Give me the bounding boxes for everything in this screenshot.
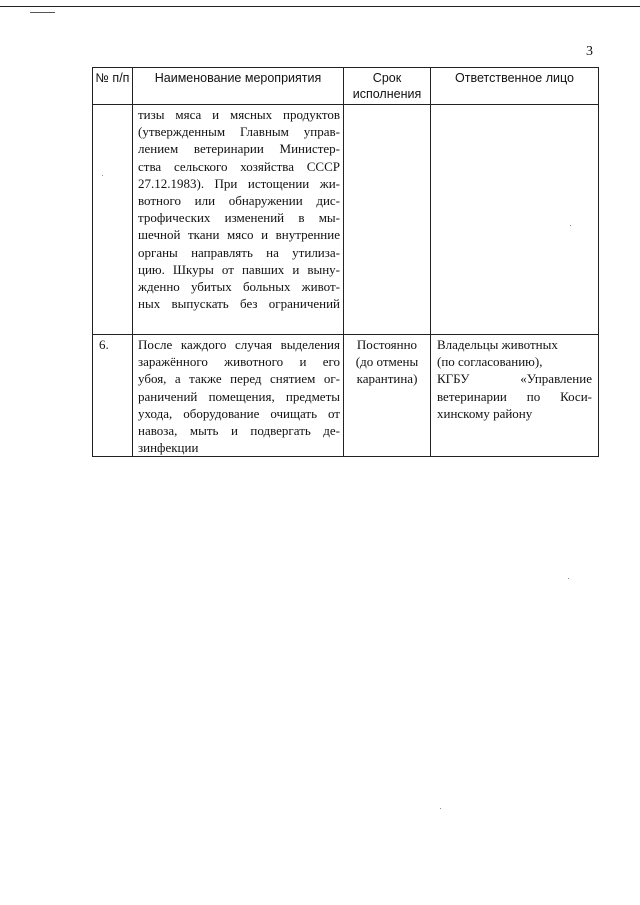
- table-row: [93, 105, 599, 335]
- table-header-row: [93, 68, 599, 105]
- scan-top-rule: [0, 6, 640, 7]
- row-name-line: 27.12.1983). При истощении жи-: [138, 175, 340, 191]
- row-term-cell: [344, 335, 431, 457]
- row-term-line: Постоянно: [356, 337, 418, 352]
- row-name-line: убоя, а также перед снятием ог-: [138, 371, 340, 387]
- row-responsible-line: Владельцы животных: [437, 337, 558, 352]
- row-name-text: [133, 105, 343, 312]
- row-responsible-cell: [431, 105, 599, 335]
- row-term-cell: [344, 105, 431, 335]
- row-responsible-text: [431, 335, 598, 422]
- row-name-line: ухода, оборудование очищать от: [138, 405, 340, 421]
- row-name-line: трофических изменений в мы-: [138, 210, 340, 226]
- row-name-line: лением ветеринарии Министер-: [138, 141, 340, 157]
- row-num-cell: [93, 335, 133, 457]
- row-name-cell: [133, 335, 344, 457]
- row-name-line: (утвержденным Главным управ-: [138, 124, 340, 140]
- row-name-line: органы направлять на утилиза-: [138, 244, 340, 260]
- row-name-line: жденно убитых больных живот-: [138, 279, 340, 295]
- header-name: [133, 68, 344, 105]
- row-name-line: цию. Шкуры от павших и выну-: [138, 261, 340, 277]
- header-num: [93, 68, 133, 105]
- header-term: [344, 68, 431, 105]
- row-name-line: ных выпускать без ограничений: [138, 296, 340, 312]
- row-name-text: [133, 335, 343, 456]
- scan-speck: [568, 578, 569, 579]
- row-term-line: (до отмены: [355, 354, 419, 370]
- header-name-label: Наименование мероприятия: [154, 71, 322, 85]
- row-name-line: зинфекции: [138, 440, 199, 456]
- row-name-cell: [133, 105, 344, 335]
- scan-speck: [570, 225, 571, 226]
- scan-speck: [102, 175, 103, 176]
- row-num: 6.: [99, 337, 109, 352]
- header-term-label: Срок исполнения: [352, 71, 422, 101]
- header-num-label: № п/п: [95, 71, 130, 85]
- row-name-line: заражённого животного и его: [138, 354, 340, 370]
- row-responsible-cell: [431, 335, 599, 457]
- scan-top-mark: [30, 12, 55, 13]
- row-term-line: карантина): [356, 371, 418, 387]
- row-name-line: ства сельского хозяйства СССР: [138, 158, 340, 174]
- row-name-line: раничений помещения, предметы: [138, 388, 340, 404]
- row-name-line: вотного или обнаружении дис-: [138, 193, 340, 209]
- measures-table: [92, 67, 599, 457]
- header-responsible-label: Ответственное лицо: [455, 71, 574, 85]
- row-responsible-line: хинскому району: [437, 405, 533, 421]
- scan-speck: [440, 808, 441, 809]
- row-term-text: [344, 335, 430, 388]
- row-name-line: навоза, мыть и подвергать де-: [138, 423, 340, 439]
- row-responsible-line: ветеринарии по Коси-: [437, 388, 592, 404]
- table-row: [93, 335, 599, 457]
- header-responsible: [431, 68, 599, 105]
- row-responsible-line: (по согласованию),: [437, 354, 543, 370]
- page-number: 3: [586, 44, 593, 59]
- row-responsible-line: КГБУ «Управление: [437, 371, 592, 387]
- row-name-line: После каждого случая выделения: [138, 337, 340, 352]
- row-name-line: тизы мяса и мясных продуктов: [138, 107, 340, 122]
- row-num-cell: [93, 105, 133, 335]
- row-name-line: шечной ткани мясо и внутренние: [138, 227, 340, 243]
